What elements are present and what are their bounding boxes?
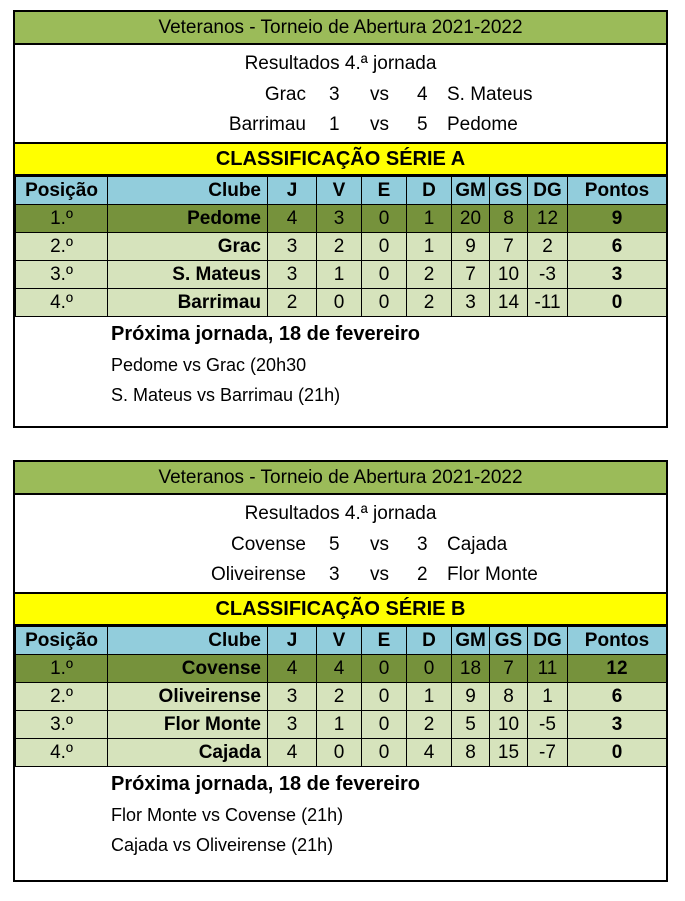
home-score: 3 <box>329 84 340 105</box>
home-team: Covense <box>231 534 306 555</box>
header-gs: GS <box>490 627 528 655</box>
gs-cell: 10 <box>490 711 528 739</box>
j-cell: 4 <box>268 655 317 683</box>
dg-cell: -3 <box>528 261 568 289</box>
table-row <box>16 655 667 683</box>
header-dg: DG <box>528 627 568 655</box>
position-cell: 3.º <box>16 711 108 739</box>
result-row <box>15 114 666 140</box>
dg-cell: -5 <box>528 711 568 739</box>
table-row <box>16 261 667 289</box>
d-cell: 2 <box>407 711 452 739</box>
gs-cell: 8 <box>490 205 528 233</box>
v-cell: 2 <box>317 233 362 261</box>
table-row <box>16 739 667 767</box>
points-cell: 3 <box>568 261 667 289</box>
dg-cell: 1 <box>528 683 568 711</box>
gm-cell: 3 <box>452 289 490 317</box>
header-club: Clube <box>108 627 268 655</box>
gs-cell: 10 <box>490 261 528 289</box>
series-b-panel <box>13 460 668 882</box>
home-team: Grac <box>264 84 306 105</box>
header-d: D <box>407 177 452 205</box>
j-cell: 3 <box>268 261 317 289</box>
away-score: 3 <box>417 534 428 555</box>
home-score: 5 <box>329 534 340 555</box>
classification-title: CLASSIFICAÇÃO SÉRIE A <box>15 142 666 176</box>
points-cell: 6 <box>568 233 667 261</box>
series-a-panel <box>13 10 668 428</box>
club-cell: Flor Monte <box>108 711 268 739</box>
position-cell: 2.º <box>16 683 108 711</box>
header-club: Clube <box>108 177 268 205</box>
j-cell: 3 <box>268 711 317 739</box>
results-title: Resultados 4.ª jornada <box>244 53 437 74</box>
header-gs: GS <box>490 177 528 205</box>
d-cell: 2 <box>407 261 452 289</box>
table-row <box>16 683 667 711</box>
d-cell: 2 <box>407 289 452 317</box>
club-cell: Covense <box>108 655 268 683</box>
position-cell: 2.º <box>16 233 108 261</box>
gm-cell: 20 <box>452 205 490 233</box>
dg-cell: 11 <box>528 655 568 683</box>
away-score: 4 <box>417 84 428 105</box>
e-cell: 0 <box>362 261 407 289</box>
header-points: Pontos <box>568 177 667 205</box>
standings-table <box>15 626 667 767</box>
gm-cell: 5 <box>452 711 490 739</box>
v-cell: 1 <box>317 261 362 289</box>
results-section <box>15 495 666 592</box>
result-row <box>15 84 666 110</box>
header-e: E <box>362 627 407 655</box>
v-cell: 0 <box>317 739 362 767</box>
vs-label: vs <box>370 114 389 135</box>
home-score: 3 <box>329 564 340 585</box>
table-row <box>16 205 667 233</box>
club-cell: Pedome <box>108 205 268 233</box>
gs-cell: 7 <box>490 233 528 261</box>
table-row <box>16 711 667 739</box>
table-row <box>16 289 667 317</box>
header-d: D <box>407 627 452 655</box>
away-team: Cajada <box>447 534 508 555</box>
j-cell: 4 <box>268 205 317 233</box>
j-cell: 2 <box>268 289 317 317</box>
e-cell: 0 <box>362 205 407 233</box>
gm-cell: 8 <box>452 739 490 767</box>
next-game: Pedome vs Grac (20h30 <box>111 355 307 375</box>
gm-cell: 9 <box>452 683 490 711</box>
d-cell: 1 <box>407 683 452 711</box>
dg-cell: -11 <box>528 289 568 317</box>
dg-cell: 12 <box>528 205 568 233</box>
away-team: Pedome <box>447 114 518 135</box>
header-v: V <box>317 177 362 205</box>
e-cell: 0 <box>362 289 407 317</box>
j-cell: 4 <box>268 739 317 767</box>
tournament-title: Veteranos - Torneio de Abertura 2021-2022 <box>15 12 666 45</box>
club-cell: Barrimau <box>108 289 268 317</box>
away-score: 5 <box>417 114 428 135</box>
result-row <box>15 564 666 590</box>
v-cell: 4 <box>317 655 362 683</box>
table-header-row <box>16 177 667 205</box>
header-points: Pontos <box>568 627 667 655</box>
classification-title: CLASSIFICAÇÃO SÉRIE B <box>15 592 666 626</box>
position-cell: 3.º <box>16 261 108 289</box>
e-cell: 0 <box>362 683 407 711</box>
vs-label: vs <box>370 564 389 585</box>
club-cell: S. Mateus <box>108 261 268 289</box>
gs-cell: 14 <box>490 289 528 317</box>
d-cell: 1 <box>407 233 452 261</box>
d-cell: 1 <box>407 205 452 233</box>
away-team: Flor Monte <box>447 564 538 585</box>
result-row <box>15 534 666 560</box>
club-cell: Grac <box>108 233 268 261</box>
gs-cell: 15 <box>490 739 528 767</box>
gm-cell: 9 <box>452 233 490 261</box>
position-cell: 4.º <box>16 289 108 317</box>
points-cell: 3 <box>568 711 667 739</box>
header-gm: GM <box>452 177 490 205</box>
home-team: Barrimau <box>228 114 306 135</box>
points-cell: 9 <box>568 205 667 233</box>
next-round-section <box>15 767 666 863</box>
v-cell: 3 <box>317 205 362 233</box>
club-cell: Cajada <box>108 739 268 767</box>
header-position: Posição <box>16 627 108 655</box>
e-cell: 0 <box>362 739 407 767</box>
position-cell: 1.º <box>16 655 108 683</box>
gm-cell: 7 <box>452 261 490 289</box>
points-cell: 6 <box>568 683 667 711</box>
j-cell: 3 <box>268 683 317 711</box>
header-position: Posição <box>16 177 108 205</box>
club-cell: Oliveirense <box>108 683 268 711</box>
results-section <box>15 45 666 142</box>
header-j: J <box>268 177 317 205</box>
d-cell: 4 <box>407 739 452 767</box>
vs-label: vs <box>370 84 389 105</box>
v-cell: 2 <box>317 683 362 711</box>
next-game: Cajada vs Oliveirense (21h) <box>111 835 334 855</box>
home-team: Oliveirense <box>210 564 306 585</box>
points-cell: 12 <box>568 655 667 683</box>
points-cell: 0 <box>568 739 667 767</box>
next-round-title: Próxima jornada, 18 de fevereiro <box>111 323 421 345</box>
vs-label: vs <box>370 534 389 555</box>
position-cell: 1.º <box>16 205 108 233</box>
away-score: 2 <box>417 564 428 585</box>
next-game: S. Mateus vs Barrimau (21h) <box>111 385 341 405</box>
gm-cell: 18 <box>452 655 490 683</box>
header-dg: DG <box>528 177 568 205</box>
header-e: E <box>362 177 407 205</box>
next-round-title: Próxima jornada, 18 de fevereiro <box>111 773 421 795</box>
header-v: V <box>317 627 362 655</box>
home-score: 1 <box>329 114 340 135</box>
results-title: Resultados 4.ª jornada <box>244 503 437 524</box>
tournament-title: Veteranos - Torneio de Abertura 2021-2022 <box>15 462 666 495</box>
next-round-section <box>15 317 666 413</box>
d-cell: 0 <box>407 655 452 683</box>
e-cell: 0 <box>362 711 407 739</box>
v-cell: 1 <box>317 711 362 739</box>
v-cell: 0 <box>317 289 362 317</box>
gs-cell: 7 <box>490 655 528 683</box>
dg-cell: -7 <box>528 739 568 767</box>
away-team: S. Mateus <box>447 84 533 105</box>
gs-cell: 8 <box>490 683 528 711</box>
e-cell: 0 <box>362 233 407 261</box>
standings-table <box>15 176 667 317</box>
header-gm: GM <box>452 627 490 655</box>
e-cell: 0 <box>362 655 407 683</box>
position-cell: 4.º <box>16 739 108 767</box>
next-game: Flor Monte vs Covense (21h) <box>111 805 344 825</box>
table-header-row <box>16 627 667 655</box>
table-row <box>16 233 667 261</box>
j-cell: 3 <box>268 233 317 261</box>
dg-cell: 2 <box>528 233 568 261</box>
header-j: J <box>268 627 317 655</box>
points-cell: 0 <box>568 289 667 317</box>
